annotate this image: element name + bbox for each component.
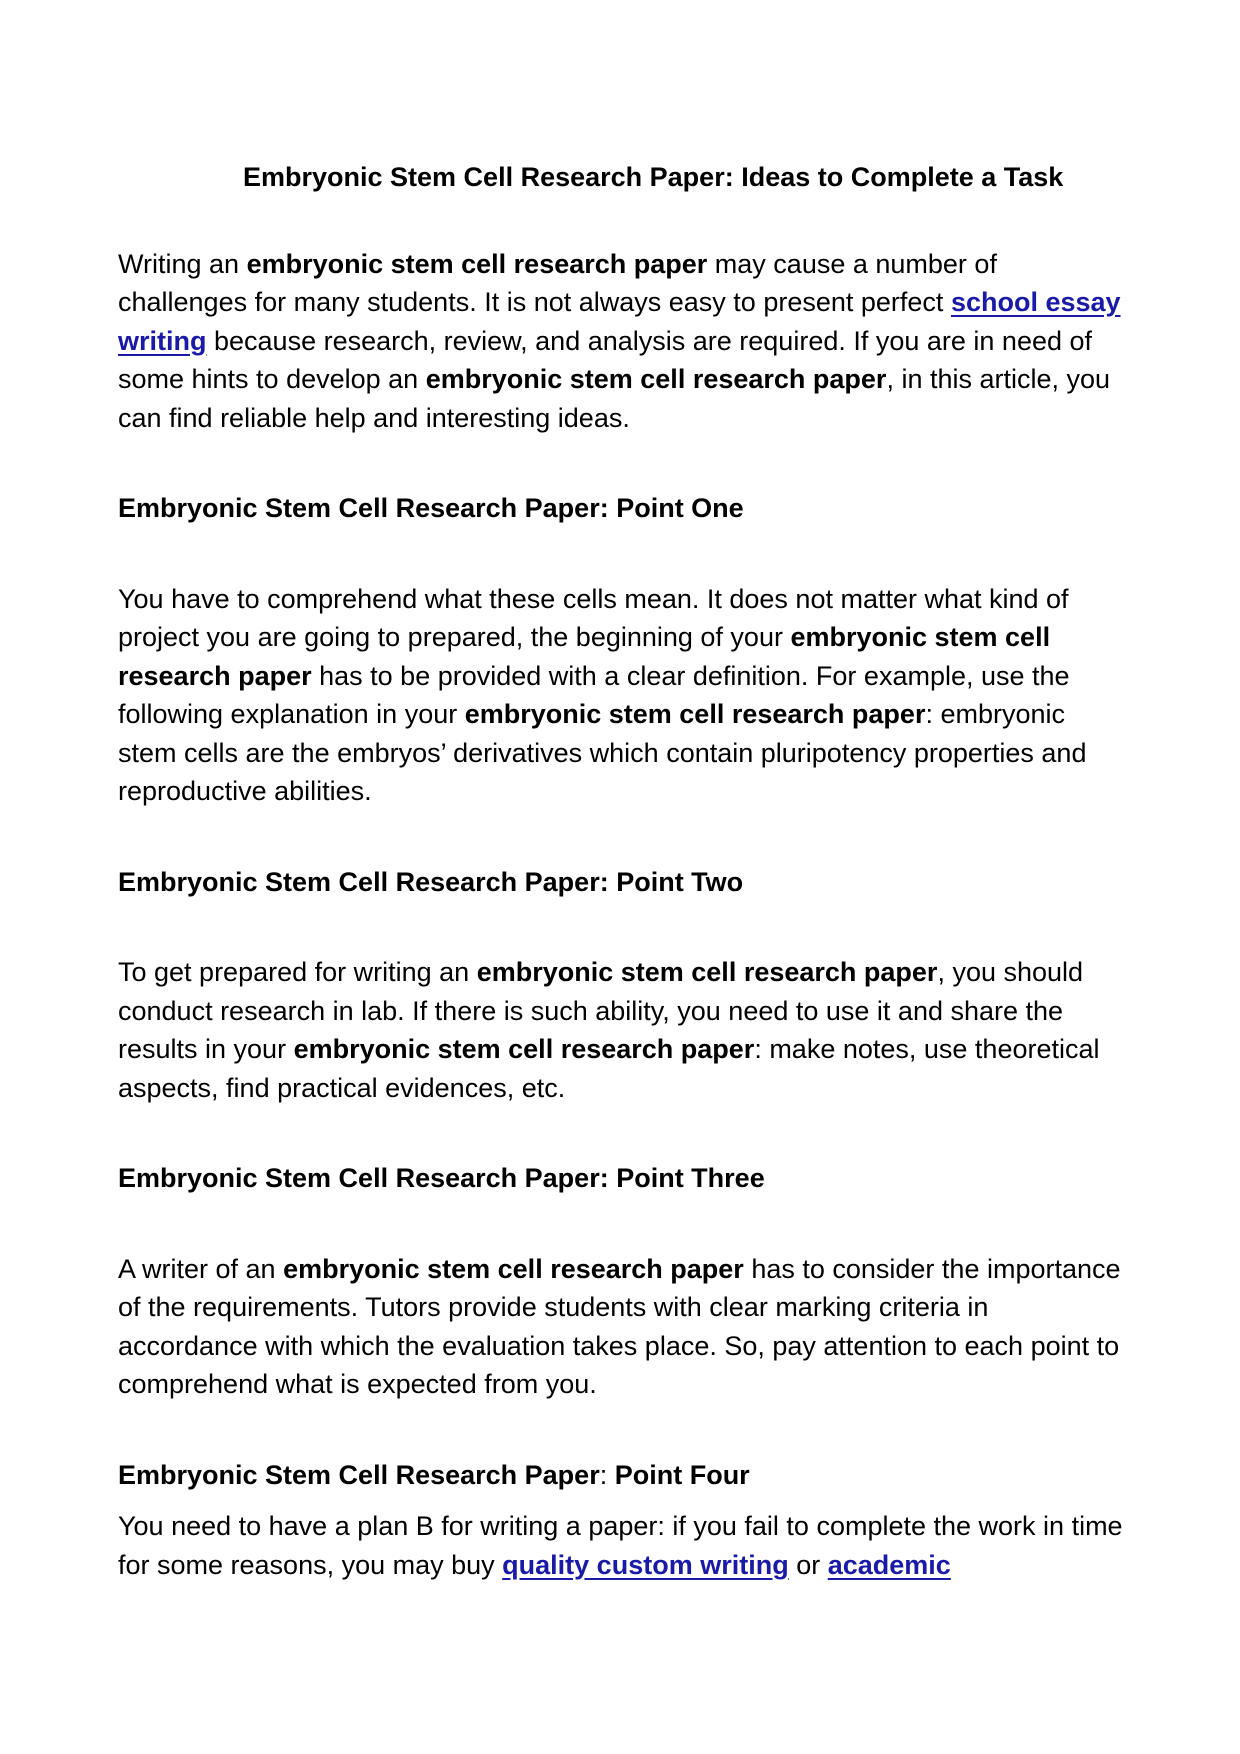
intro-text-2: may cause a number of challenges for many students. It is not always easy to present perfect — [118, 248, 997, 317]
keyword-bold: embryonic stem cell research paper — [283, 1253, 744, 1284]
point-three-text-1: A writer of an — [118, 1253, 284, 1284]
point-four-paragraph — [118, 1507, 1128, 1584]
keyword-bold: embryonic stem cell research paper — [293, 1034, 755, 1064]
document-body — [118, 158, 1128, 1636]
intro-paragraph — [118, 245, 1128, 438]
school-essay-writing-link[interactable]: school essay writing — [118, 287, 1121, 356]
point-one-text-2: has to be provided with a clear definition. For example, use the following explanation in your — [118, 660, 1070, 729]
point-four-heading — [118, 1456, 1128, 1495]
point-three-text-2: has to consider the importance of the requirements. Tutors provide students with clear marking criteria in accordance with which the evaluation takes place. So, pay attention to each point to comprehend what is expected from you. — [118, 1253, 1121, 1399]
document-title: Embryonic Stem Cell Research Paper: Ideas to Complete a Task — [243, 162, 1064, 192]
point-four-heading-b: Point Four — [614, 1459, 750, 1490]
intro-text-1: Writing an — [118, 248, 247, 279]
keyword-bold: embryonic stem cell research paper — [425, 364, 887, 394]
point-one-text-3: : embryonic stem cells are the embryos’ derivatives which contain pluripotency properties and reproductive abilities. — [118, 699, 1087, 806]
academic-link[interactable]: academic — [827, 1549, 951, 1580]
point-two-text-3: : make notes, use theoretical aspects, find practical evidences, etc. — [118, 1034, 1100, 1103]
point-one-paragraph — [118, 580, 1128, 811]
point-four-text-2: or — [788, 1549, 828, 1580]
quality-custom-writing-link[interactable]: quality custom writing — [502, 1549, 789, 1580]
point-four-heading-a: Embryonic Stem Cell Research Paper — [118, 1459, 600, 1490]
point-four-text-1: You need to have a plan B for writing a paper: if you fail to complete the work in time for some reasons, you may buy — [118, 1511, 1123, 1580]
point-two-paragraph — [118, 953, 1128, 1107]
keyword-bold: embryonic stem cell research paper — [118, 622, 1051, 691]
point-three-heading: Embryonic Stem Cell Research Paper: Point Three — [118, 1163, 765, 1193]
keyword-bold: embryonic stem cell research paper — [246, 248, 708, 279]
point-one-text-1: You have to comprehend what these cells mean. It does not matter what kind of project you are going to prepared, the beginning of your — [118, 583, 1069, 652]
keyword-bold: embryonic stem cell research paper — [476, 957, 938, 987]
point-three-paragraph — [118, 1250, 1128, 1404]
intro-text-4: , in this article, you can find reliable help and interesting ideas. — [118, 364, 1111, 433]
point-two-heading: Embryonic Stem Cell Research Paper: Point Two — [118, 866, 744, 897]
keyword-bold: embryonic stem cell research paper — [464, 699, 926, 729]
point-four-heading-sep: : — [599, 1459, 615, 1490]
point-one-heading: Embryonic Stem Cell Research Paper: Point One — [118, 493, 744, 523]
point-two-text-2: , you should conduct research in lab. If there is such ability, you need to use it and share the results in your — [118, 957, 1084, 1064]
intro-text-3: because research, review, and analysis are required. If you are in need of some hints to develop an — [118, 325, 1093, 394]
point-two-text-1: To get prepared for writing an — [118, 957, 477, 987]
